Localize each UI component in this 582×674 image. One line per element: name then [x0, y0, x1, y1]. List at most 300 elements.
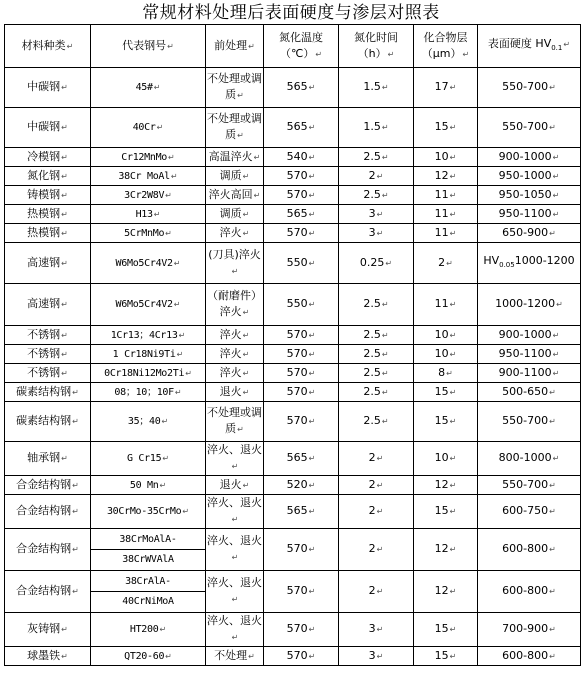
paragraph-mark-icon: ↵ [381, 123, 389, 132]
paragraph-mark-icon: ↵ [308, 123, 316, 132]
cell-layer: 10↵ [414, 345, 478, 364]
paragraph-mark-icon: ↵ [159, 625, 167, 634]
paragraph-mark-icon: ↵ [231, 595, 239, 604]
paragraph-mark-icon: ↵ [61, 83, 68, 92]
paragraph-mark-icon: ↵ [376, 454, 384, 463]
paragraph-mark-icon: ↵ [308, 152, 316, 162]
cell-pretreat: 不处理↵ [206, 647, 264, 666]
paragraph-mark-icon: ↵ [242, 330, 250, 340]
cell-layer: 10↵ [414, 326, 478, 345]
cell-temp: 520↵ [264, 476, 339, 495]
cell-material: 中碳钢↵ [5, 108, 91, 148]
paragraph-mark-icon: ↵ [237, 91, 244, 100]
paragraph-mark-icon: ↵ [449, 417, 457, 426]
paragraph-mark-icon: ↵ [61, 651, 68, 661]
paragraph-mark-icon: ↵ [449, 171, 457, 181]
cell-layer: 10↵ [414, 148, 478, 167]
cell-material: 碳素结构钢↵ [5, 402, 91, 442]
paragraph-mark-icon: ↵ [308, 454, 316, 463]
paragraph-mark-icon: ↵ [242, 209, 250, 219]
paragraph-mark-icon: ↵ [242, 228, 250, 238]
cell-time: 3↵ [339, 613, 414, 647]
cell-grade: W6Mo5Cr4V2↵ [91, 243, 206, 284]
table-row [5, 108, 581, 148]
paragraph-mark-icon: ↵ [231, 633, 239, 642]
paragraph-mark-icon: ↵ [449, 454, 457, 463]
cell-grade: W6Mo5Cr4V2↵ [91, 284, 206, 326]
cell-hardness: 950-1100↵ [478, 345, 581, 364]
cell-material: 高速钢↵ [5, 243, 91, 284]
table-row [5, 442, 581, 476]
table-row [5, 495, 581, 529]
paragraph-mark-icon: ↵ [61, 190, 68, 200]
paragraph-mark-icon: ↵ [552, 330, 560, 340]
paragraph-mark-icon: ↵ [381, 368, 389, 378]
paragraph-mark-icon: ↵ [381, 152, 389, 162]
cell-hardness: 800-1000↵ [478, 442, 581, 476]
paragraph-mark-icon: ↵ [556, 300, 563, 309]
table-row [5, 205, 581, 224]
paragraph-mark-icon: ↵ [449, 349, 457, 359]
cell-hardness: 900-1000↵ [478, 148, 581, 167]
cell-layer: 11↵ [414, 205, 478, 224]
paragraph-mark-icon: ↵ [231, 553, 239, 562]
cell-grade: 1Cr13；4Cr13↵ [91, 326, 206, 345]
cell-temp: 550↵ [264, 243, 339, 284]
paragraph-mark-icon: ↵ [308, 330, 316, 340]
paragraph-mark-icon: ↵ [449, 651, 457, 661]
cell-layer: 8↵ [414, 364, 478, 383]
paragraph-mark-icon: ↵ [308, 349, 316, 359]
paragraph-mark-icon: ↵ [61, 349, 68, 359]
header-temp: 氮化温度 （℃）↵ [264, 25, 339, 68]
cell-time: 2.5↵ [339, 383, 414, 402]
paragraph-mark-icon: ↵ [237, 425, 244, 434]
cell-layer: 2↵ [414, 243, 478, 284]
cell-time: 1.5↵ [339, 108, 414, 148]
cell-pretreat: 淬火↵ [206, 326, 264, 345]
paragraph-mark-icon: ↵ [165, 190, 172, 200]
cell-time: 2.5↵ [339, 326, 414, 345]
cell-layer: 10↵ [414, 442, 478, 476]
cell-temp: 565↵ [264, 205, 339, 224]
table-row [5, 167, 581, 186]
cell-hardness: $HV_{0.05}1000-1200$ [478, 243, 581, 284]
paragraph-mark-icon: ↵ [61, 454, 68, 463]
paragraph-mark-icon: ↵ [381, 83, 389, 92]
paragraph-mark-icon: ↵ [376, 625, 384, 634]
paragraph-mark-icon: ↵ [449, 587, 457, 596]
header-hardness: 表面硬度 $HV_{0.1}↵$ [478, 25, 581, 68]
cell-temp: 570↵ [264, 326, 339, 345]
cell-temp: 570↵ [264, 647, 339, 666]
table-row [5, 364, 581, 383]
paragraph-mark-icon: ↵ [72, 507, 79, 516]
paragraph-mark-icon: ↵ [170, 171, 178, 181]
cell-pretreat: 退火↵ [206, 383, 264, 402]
table-row [5, 613, 581, 647]
paragraph-mark-icon: ↵ [449, 300, 457, 309]
paragraph-mark-icon: ↵ [237, 131, 244, 140]
paragraph-mark-icon: ↵ [376, 171, 384, 181]
paragraph-mark-icon: ↵ [376, 651, 384, 661]
cell-temp: 570↵ [264, 613, 339, 647]
paragraph-mark-icon: ↵ [308, 625, 316, 634]
paragraph-mark-icon: ↵ [242, 480, 250, 490]
table-row [5, 647, 581, 666]
paragraph-mark-icon: ↵ [61, 209, 68, 219]
cell-material: 灰铸钢↵ [5, 613, 91, 647]
paragraph-mark-icon: ↵ [449, 190, 457, 200]
paragraph-mark-icon: ↵ [168, 152, 175, 162]
cell-temp: 570↵ [264, 571, 339, 613]
cell-material: 球墨铁↵ [5, 647, 91, 666]
cell-material: 不锈钢↵ [5, 364, 91, 383]
table-row [5, 326, 581, 345]
paragraph-mark-icon: ↵ [231, 462, 239, 471]
cell-hardness: 650-900↵ [478, 224, 581, 243]
cell-grade [91, 529, 206, 571]
cell-material: 不锈钢↵ [5, 326, 91, 345]
cell-time: 2↵ [339, 495, 414, 529]
paragraph-mark-icon: ↵ [61, 258, 68, 268]
cell-temp: 550↵ [264, 284, 339, 326]
paragraph-mark-icon: ↵ [165, 651, 172, 661]
paragraph-mark-icon: ↵ [72, 387, 79, 397]
paragraph-mark-icon: ↵ [308, 258, 316, 268]
table-row [5, 345, 581, 364]
cell-pretreat: （耐磨件）淬火↵ [206, 284, 264, 326]
paragraph-mark-icon: ↵ [549, 480, 556, 490]
paragraph-mark-icon: ↵ [376, 545, 384, 554]
paragraph-mark-icon: ↵ [376, 587, 384, 596]
cell-pretreat: 淬火、退火↵ [206, 571, 264, 613]
paragraph-mark-icon: ↵ [552, 152, 560, 162]
cell-pretreat: 高温淬火↵ [206, 148, 264, 167]
paragraph-mark-icon: ↵ [253, 152, 261, 162]
cell-grade: QT20-60↵ [91, 647, 206, 666]
paragraph-mark-icon: ↵ [162, 454, 170, 463]
cell-time: 2.5↵ [339, 364, 414, 383]
cell-temp: 565↵ [264, 495, 339, 529]
cell-pretreat: 不处理或调质↵ [206, 402, 264, 442]
cell-pretreat: (刀具)淬火↵ [206, 243, 264, 284]
cell-grade-top: 38CrMoAlA- [91, 530, 205, 550]
paragraph-mark-icon: ↵ [248, 651, 255, 661]
cell-grade: 38Cr MoAl↵ [91, 167, 206, 186]
paragraph-mark-icon: ↵ [72, 587, 79, 596]
cell-material: 热模钢↵ [5, 224, 91, 243]
cell-hardness: 500-650↵ [478, 383, 581, 402]
cell-grade: 1 Cr18Ni9Ti↵ [91, 345, 206, 364]
cell-time: 2.5↵ [339, 345, 414, 364]
paragraph-mark-icon: ↵ [552, 209, 560, 219]
cell-grade: HT200↵ [91, 613, 206, 647]
paragraph-mark-icon: ↵ [308, 651, 316, 661]
cell-time: 3↵ [339, 205, 414, 224]
header-material: 材料种类↵ [5, 25, 91, 68]
cell-pretreat: 淬火、退火↵ [206, 529, 264, 571]
paragraph-mark-icon: ↵ [449, 545, 457, 554]
paragraph-mark-icon: ↵ [165, 228, 172, 238]
paragraph-mark-icon: ↵ [381, 349, 389, 359]
cell-hardness: 550-700↵ [478, 108, 581, 148]
paragraph-mark-icon: ↵ [242, 308, 250, 317]
paragraph-mark-icon: ↵ [174, 387, 182, 397]
paragraph-mark-icon: ↵ [449, 152, 457, 162]
paragraph-mark-icon: ↵ [61, 152, 68, 162]
paragraph-mark-icon: ↵ [308, 190, 316, 200]
cell-material: 合金结构钢↵ [5, 476, 91, 495]
cell-material: 不锈钢↵ [5, 345, 91, 364]
cell-time: 1.5↵ [339, 68, 414, 108]
paragraph-mark-icon: ↵ [308, 368, 316, 378]
paragraph-mark-icon: ↵ [308, 228, 316, 238]
table-row [5, 383, 581, 402]
paragraph-mark-icon: ↵ [552, 454, 560, 463]
paragraph-mark-icon: ↵ [376, 507, 384, 516]
cell-grade-bottom: 40CrNiMoA [122, 596, 174, 607]
cell-hardness: 950-1000↵ [478, 167, 581, 186]
cell-temp: 570↵ [264, 186, 339, 205]
cell-time: 2↵ [339, 167, 414, 186]
cell-pretreat: 不处理或调质↵ [206, 68, 264, 108]
cell-temp: 570↵ [264, 383, 339, 402]
cell-material: 合金结构钢↵ [5, 571, 91, 613]
paragraph-mark-icon: ↵ [449, 387, 457, 397]
cell-grade: 08；10；10F↵ [91, 383, 206, 402]
table-body [5, 68, 581, 666]
table-row [5, 186, 581, 205]
paragraph-mark-icon: ↵ [549, 123, 556, 132]
cell-layer: 11↵ [414, 284, 478, 326]
paragraph-mark-icon: ↵ [61, 123, 68, 132]
comparison-table [4, 24, 581, 666]
paragraph-mark-icon: ↵ [176, 349, 184, 359]
paragraph-mark-icon: ↵ [72, 545, 79, 554]
paragraph-mark-icon: ↵ [231, 515, 239, 524]
cell-material: 轴承钢↵ [5, 442, 91, 476]
paragraph-mark-icon: ↵ [308, 387, 316, 397]
cell-grade: 40Cr↵ [91, 108, 206, 148]
paragraph-mark-icon: ↵ [449, 480, 457, 490]
paragraph-mark-icon: ↵ [253, 190, 261, 200]
cell-pretreat: 淬火、退火↵ [206, 495, 264, 529]
table-row [5, 68, 581, 108]
cell-layer: 15↵ [414, 108, 478, 148]
cell-grade-bottom: 38CrWVAlA [122, 554, 174, 565]
paragraph-mark-icon: ↵ [381, 387, 389, 397]
cell-material: 铸模钢↵ [5, 186, 91, 205]
paragraph-mark-icon: ↵ [61, 625, 68, 634]
cell-grade-top: 38CrAlA- [91, 572, 205, 592]
paragraph-mark-icon: ↵ [446, 368, 453, 378]
paragraph-mark-icon: ↵ [385, 258, 393, 268]
paragraph-mark-icon: ↵ [72, 480, 79, 490]
cell-grade: Cr12MnMo↵ [91, 148, 206, 167]
paragraph-mark-icon: ↵ [153, 209, 161, 219]
cell-time: 2.5↵ [339, 186, 414, 205]
cell-layer: 17↵ [414, 68, 478, 108]
cell-material: 氮化钢↵ [5, 167, 91, 186]
paragraph-mark-icon: ↵ [153, 83, 161, 92]
paragraph-mark-icon: ↵ [552, 190, 560, 200]
cell-time: 3↵ [339, 647, 414, 666]
paragraph-mark-icon: ↵ [308, 587, 316, 596]
paragraph-mark-icon: ↵ [376, 228, 384, 238]
paragraph-mark-icon: ↵ [549, 545, 556, 554]
cell-grade: G Cr15↵ [91, 442, 206, 476]
paragraph-mark-icon: ↵ [549, 417, 556, 426]
paragraph-mark-icon: ↵ [552, 349, 560, 359]
table-row [5, 224, 581, 243]
paragraph-mark-icon: ↵ [308, 545, 316, 554]
table-row [5, 402, 581, 442]
table-row [5, 148, 581, 167]
paragraph-mark-icon: ↵ [381, 330, 389, 340]
cell-layer: 12↵ [414, 529, 478, 571]
cell-time: 2↵ [339, 442, 414, 476]
paragraph-mark-icon: ↵ [178, 330, 186, 340]
cell-time: 3↵ [339, 224, 414, 243]
cell-temp: 570↵ [264, 167, 339, 186]
cell-layer: 15↵ [414, 383, 478, 402]
paragraph-mark-icon: ↵ [549, 507, 556, 516]
cell-layer: 12↵ [414, 476, 478, 495]
cell-material: 碳素结构钢↵ [5, 383, 91, 402]
paragraph-mark-icon: ↵ [449, 228, 457, 238]
cell-temp: 570↵ [264, 224, 339, 243]
cell-material: 合金结构钢↵ [5, 495, 91, 529]
paragraph-mark-icon: ↵ [159, 480, 167, 490]
paragraph-mark-icon: ↵ [308, 209, 316, 219]
cell-hardness: 600-800↵ [478, 571, 581, 613]
table-row [5, 476, 581, 495]
header-grade: 代表钢号↵ [91, 25, 206, 68]
paragraph-mark-icon: ↵ [61, 228, 68, 238]
cell-temp: 570↵ [264, 345, 339, 364]
cell-material: 高速钢↵ [5, 284, 91, 326]
cell-pretreat: 调质↵ [206, 205, 264, 224]
paragraph-mark-icon: ↵ [185, 368, 192, 378]
paragraph-mark-icon: ↵ [449, 507, 457, 516]
cell-time: 0.25↵ [339, 243, 414, 284]
cell-layer: 11↵ [414, 186, 478, 205]
paragraph-mark-icon: ↵ [549, 587, 556, 596]
cell-layer: 15↵ [414, 647, 478, 666]
cell-time: 2.5↵ [339, 402, 414, 442]
cell-material: 合金结构钢↵ [5, 529, 91, 571]
paragraph-mark-icon: ↵ [376, 480, 384, 490]
cell-temp: 540↵ [264, 148, 339, 167]
paragraph-mark-icon: ↵ [449, 209, 457, 219]
cell-hardness: 600-800↵ [478, 529, 581, 571]
table-row [5, 529, 581, 571]
cell-grade: 5CrMnMo↵ [91, 224, 206, 243]
paragraph-mark-icon: ↵ [446, 258, 453, 268]
paragraph-mark-icon: ↵ [61, 171, 68, 181]
paragraph-mark-icon: ↵ [549, 625, 556, 634]
header-pretreat: 前处理↵ [206, 25, 264, 68]
table-row [5, 284, 581, 326]
paragraph-mark-icon: ↵ [552, 171, 560, 181]
cell-temp: 570↵ [264, 402, 339, 442]
cell-temp: 565↵ [264, 68, 339, 108]
cell-pretreat: 淬火↵ [206, 345, 264, 364]
cell-grade: H13↵ [91, 205, 206, 224]
cell-layer: 15↵ [414, 495, 478, 529]
paragraph-mark-icon: ↵ [61, 368, 68, 378]
cell-time: 2.5↵ [339, 148, 414, 167]
paragraph-mark-icon: ↵ [549, 387, 556, 397]
cell-hardness: 550-700↵ [478, 402, 581, 442]
paragraph-mark-icon: ↵ [381, 190, 389, 200]
paragraph-mark-icon: ↵ [173, 258, 181, 268]
cell-grade: 0Cr18Ni12Mo2Ti↵ [91, 364, 206, 383]
paragraph-mark-icon: ↵ [242, 349, 250, 359]
cell-temp: 570↵ [264, 529, 339, 571]
table-row [5, 243, 581, 284]
cell-hardness: 600-800↵ [478, 647, 581, 666]
paragraph-mark-icon: ↵ [376, 209, 384, 219]
cell-grade [91, 571, 206, 613]
cell-hardness: 600-750↵ [478, 495, 581, 529]
paragraph-mark-icon: ↵ [231, 266, 239, 276]
cell-material: 冷模钢↵ [5, 148, 91, 167]
cell-grade: 50 Mn↵ [91, 476, 206, 495]
cell-layer: 15↵ [414, 402, 478, 442]
cell-hardness: 1000-1200↵ [478, 284, 581, 326]
cell-layer: 12↵ [414, 167, 478, 186]
paragraph-mark-icon: ↵ [549, 228, 556, 238]
cell-time: 2↵ [339, 476, 414, 495]
paragraph-mark-icon: ↵ [72, 417, 79, 426]
cell-temp: 565↵ [264, 108, 339, 148]
header-layer: 化合物层 （μm）↵ [414, 25, 478, 68]
paragraph-mark-icon: ↵ [449, 83, 457, 92]
paragraph-mark-icon: ↵ [308, 480, 316, 490]
paragraph-mark-icon: ↵ [552, 368, 560, 378]
paragraph-mark-icon: ↵ [61, 300, 68, 309]
cell-hardness: 950-1100↵ [478, 205, 581, 224]
cell-time: 2.5↵ [339, 284, 414, 326]
cell-material: 热模钢↵ [5, 205, 91, 224]
paragraph-mark-icon: ↵ [308, 83, 316, 92]
paragraph-mark-icon: ↵ [161, 417, 169, 426]
cell-grade: 35；40↵ [91, 402, 206, 442]
paragraph-mark-icon: ↵ [449, 330, 457, 340]
cell-pretreat: 淬火高回↵ [206, 186, 264, 205]
cell-layer: 12↵ [414, 571, 478, 613]
cell-pretreat: 退火↵ [206, 476, 264, 495]
paragraph-mark-icon: ↵ [242, 368, 250, 378]
cell-pretreat: 不处理或调质↵ [206, 108, 264, 148]
paragraph-mark-icon: ↵ [156, 123, 164, 132]
cell-material: 中碳钢↵ [5, 68, 91, 108]
paragraph-mark-icon: ↵ [449, 123, 457, 132]
cell-time: 2↵ [339, 529, 414, 571]
cell-grade: 45#↵ [91, 68, 206, 108]
cell-pretreat: 淬火、退火↵ [206, 442, 264, 476]
paragraph-mark-icon: ↵ [173, 300, 181, 309]
paragraph-mark-icon: ↵ [549, 651, 556, 661]
cell-time: 2↵ [339, 571, 414, 613]
page-title: 常规材料处理后表面硬度与渗层对照表 [142, 3, 440, 23]
paragraph-mark-icon: ↵ [61, 330, 68, 340]
cell-grade: 3Cr2W8V↵ [91, 186, 206, 205]
cell-hardness: 550-700↵ [478, 476, 581, 495]
cell-pretreat: 淬火、退火↵ [206, 613, 264, 647]
